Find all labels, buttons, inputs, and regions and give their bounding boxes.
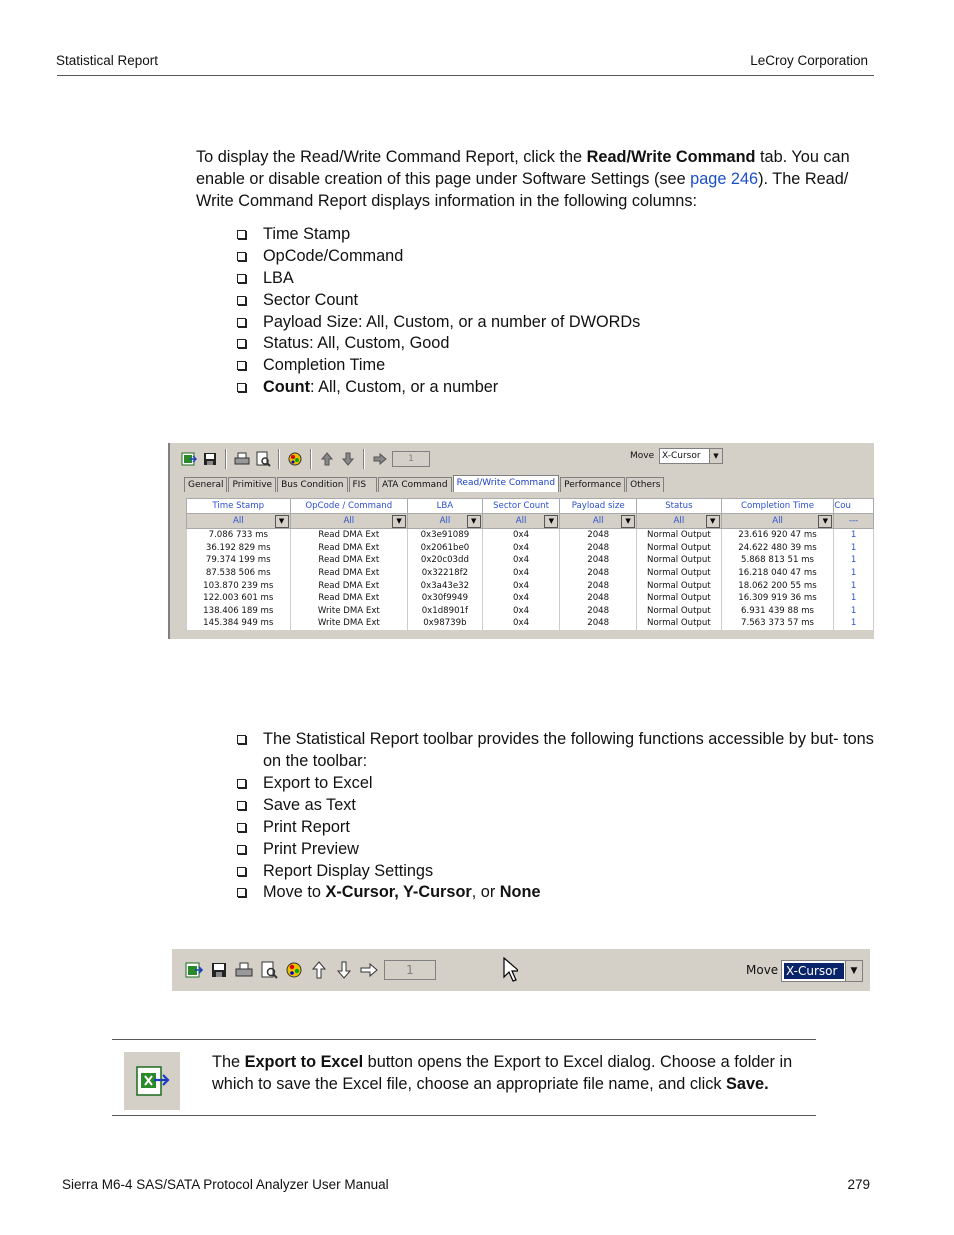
chevron-down-icon[interactable]: ▼ [392,515,406,528]
page-link[interactable]: page 246 [690,170,759,188]
move-label: Move [746,963,779,977]
table-cell: Normal Output [637,567,722,580]
save-text-icon[interactable] [209,960,229,980]
filter-cell[interactable]: All ▼ [290,514,408,529]
tab-general[interactable]: General [184,477,227,492]
table-cell: 16.218 040 47 ms [721,567,834,580]
statistical-report-toolbar [172,949,870,991]
table-cell: 79.374 199 ms [187,554,291,567]
table-cell: Normal Output [637,529,722,542]
list-item: Count: All, Custom, or a number [236,376,640,398]
table-cell: 23.616 920 47 ms [721,529,834,542]
table-cell: 0x4 [482,592,560,605]
chevron-down-icon[interactable]: ▼ [275,515,289,528]
divider [112,1039,816,1040]
table-cell: 5.868 813 51 ms [721,554,834,567]
table-cell: Normal Output [637,605,722,618]
display-settings-icon[interactable] [286,450,304,468]
header-rule [57,75,874,76]
chevron-down-icon[interactable]: ▼ [709,449,722,463]
table-cell: 24.622 480 39 ms [721,542,834,555]
header-left: Statistical Report [56,53,159,68]
report-toolbar [180,447,430,471]
table-cell: 1 [834,554,874,567]
table-cell: 145.384 949 ms [187,617,291,630]
chevron-down-icon[interactable]: ▼ [706,515,720,528]
print-preview-icon[interactable] [254,450,272,468]
table-row[interactable] [187,567,874,580]
chevron-down-icon[interactable]: ▼ [544,515,558,528]
table-row[interactable] [187,592,874,605]
table-cell: 0x3a43e32 [408,579,483,592]
table-cell: 0x4 [482,542,560,555]
arrow-right-icon[interactable] [371,450,389,468]
table-cell: 16.309 919 36 ms [721,592,834,605]
list-item: The Statistical Report toolbar provides the following functions accessible by but- tons on the toolbar: [236,728,876,772]
table-cell: 87.538 506 ms [187,567,291,580]
tab-performance[interactable]: Performance [560,477,625,492]
intro-paragraph: To display the Read/Write Command Report, click the Read/Write Command tab. You can enable or disable creation of this page under Software Settings (see page 246). The Read/ Write Command Report displays information in the following columns: [196,148,850,210]
export-excel-icon[interactable] [180,450,198,468]
export-excel-description: The Export to Excel button opens the Export to Excel dialog. Choose a folder in which to save the Excel file, choose an appropriate file name, and click Save. [212,1053,793,1093]
columns-list [236,223,640,398]
table-cell: 2048 [560,529,637,542]
table-cell: Read DMA Ext [290,579,408,592]
list-item: LBA [236,267,640,289]
table-cell: Normal Output [637,554,722,567]
table-cell: Read DMA Ext [290,567,408,580]
table-cell: 36.192 829 ms [187,542,291,555]
table-cell: 0x1d8901f [408,605,483,618]
export-excel-icon [124,1052,180,1110]
arrow-down-icon[interactable] [334,960,354,980]
filter-cell[interactable]: All ▼ [408,514,483,529]
column-header[interactable]: OpCode / Command [290,499,408,514]
chevron-down-icon[interactable]: ▼ [621,515,635,528]
report-window [168,443,874,639]
table-cell: 0x32218f2 [408,567,483,580]
mouse-cursor-icon [502,957,518,987]
report-table [186,498,874,630]
table-cell: 1 [834,605,874,618]
tab-primitive[interactable]: Primitive [228,477,276,492]
divider [112,1115,816,1116]
page-number-field[interactable]: 1 [392,451,430,467]
export-excel-icon[interactable] [184,960,204,980]
table-cell: Normal Output [637,542,722,555]
table-cell: 1 [834,529,874,542]
column-header[interactable]: Status [637,499,722,514]
arrow-up-icon[interactable] [318,450,336,468]
tab-ata-command[interactable]: ATA Command [378,477,452,492]
table-cell: 0x20c03dd [408,554,483,567]
filter-cell[interactable]: --- [834,514,874,529]
table-cell: 103.870 239 ms [187,579,291,592]
table-cell: 18.062 200 55 ms [721,579,834,592]
table-cell: 0x30f9949 [408,592,483,605]
list-item: Sector Count [236,289,640,311]
page-number: 279 [847,1177,870,1192]
column-header[interactable]: Time Stamp [187,499,291,514]
table-row[interactable] [187,554,874,567]
column-header[interactable]: Payload size [560,499,637,514]
table-cell: Write DMA Ext [290,605,408,618]
table-cell: 2048 [560,592,637,605]
arrow-right-icon[interactable] [359,960,379,980]
filter-cell[interactable]: All ▼ [721,514,834,529]
arrow-down-icon[interactable] [339,450,357,468]
table-cell: 0x4 [482,605,560,618]
column-header[interactable]: LBA [408,499,483,514]
table-cell: 0x4 [482,529,560,542]
table-cell: Read DMA Ext [290,592,408,605]
table-cell: 1 [834,542,874,555]
list-item: Status: All, Custom, Good [236,332,640,354]
table-cell: 6.931 439 88 ms [721,605,834,618]
table-cell: 7.086 733 ms [187,529,291,542]
table-cell: 0x98739b [408,617,483,630]
table-cell: 7.563 373 57 ms [721,617,834,630]
tab-fis[interactable]: FIS [349,477,378,492]
table-cell: 0x3e91089 [408,529,483,542]
table-cell: 2048 [560,542,637,555]
filter-cell[interactable]: All ▼ [560,514,637,529]
table-cell: 0x4 [482,554,560,567]
list-item: Save as Text [236,794,876,816]
move-label: Move [630,451,655,461]
table-cell: Normal Output [637,617,722,630]
column-header[interactable]: Cou [834,499,874,514]
list-item: Export to Excel [236,772,876,794]
table-row[interactable] [187,605,874,618]
filter-cell[interactable]: All ▼ [637,514,722,529]
table-cell: 2048 [560,579,637,592]
tab-others[interactable]: Others [626,477,664,492]
table-cell: 0x2061be0 [408,542,483,555]
list-item: Time Stamp [236,223,640,245]
table-cell: 1 [834,579,874,592]
print-icon[interactable] [234,960,254,980]
table-cell: 0x4 [482,617,560,630]
table-cell: Normal Output [637,579,722,592]
footer-left: Sierra M6-4 SAS/SATA Protocol Analyzer User Manual [62,1177,389,1192]
table-cell: 2048 [560,617,637,630]
table-cell: Read DMA Ext [290,542,408,555]
column-header[interactable]: Sector Count [482,499,560,514]
table-cell: Read DMA Ext [290,554,408,567]
table-cell: 0x4 [482,579,560,592]
table-cell: 1 [834,567,874,580]
print-icon[interactable] [233,450,251,468]
arrow-up-icon[interactable] [309,960,329,980]
table-cell: 138.406 189 ms [187,605,291,618]
list-item: OpCode/Command [236,245,640,267]
list-item: Print Report [236,816,876,838]
table-cell: Read DMA Ext [290,529,408,542]
chevron-down-icon[interactable]: ▼ [818,515,832,528]
table-row[interactable] [187,542,874,555]
list-item: Move to X-Cursor, Y-Cursor, or None [236,881,876,903]
display-settings-icon[interactable] [284,960,304,980]
column-header[interactable]: Completion Time [721,499,834,514]
filter-cell[interactable]: All ▼ [187,514,291,529]
report-tabs [184,477,665,492]
table-cell: 1 [834,617,874,630]
print-preview-icon[interactable] [259,960,279,980]
chevron-down-icon[interactable]: ▼ [845,961,862,981]
table-cell: Write DMA Ext [290,617,408,630]
chevron-down-icon[interactable]: ▼ [467,515,481,528]
list-item: Report Display Settings [236,860,876,882]
toolbar-functions-list [236,728,876,903]
page-number-field[interactable]: 1 [384,960,436,980]
table-cell: Normal Output [637,592,722,605]
table-cell: 122.003 601 ms [187,592,291,605]
table-cell: 0x4 [482,567,560,580]
move-select[interactable]: X-Cursor ▼ [659,448,723,464]
list-item: Print Preview [236,838,876,860]
save-text-icon[interactable] [201,450,219,468]
tab-read-write-command[interactable]: Read/Write Command [453,475,560,492]
table-cell: 1 [834,592,874,605]
table-row[interactable] [187,579,874,592]
list-item: Payload Size: All, Custom, or a number of DWORDs [236,311,640,333]
table-row[interactable] [187,617,874,630]
header-right: LeCroy Corporation [750,53,868,68]
table-row[interactable] [187,529,874,542]
move-select[interactable]: X-Cursor ▼ [781,960,863,982]
table-cell: 2048 [560,605,637,618]
table-cell: 2048 [560,567,637,580]
filter-cell[interactable]: All ▼ [482,514,560,529]
table-cell: 2048 [560,554,637,567]
tab-bus-condition[interactable]: Bus Condition [277,477,347,492]
list-item: Completion Time [236,354,640,376]
